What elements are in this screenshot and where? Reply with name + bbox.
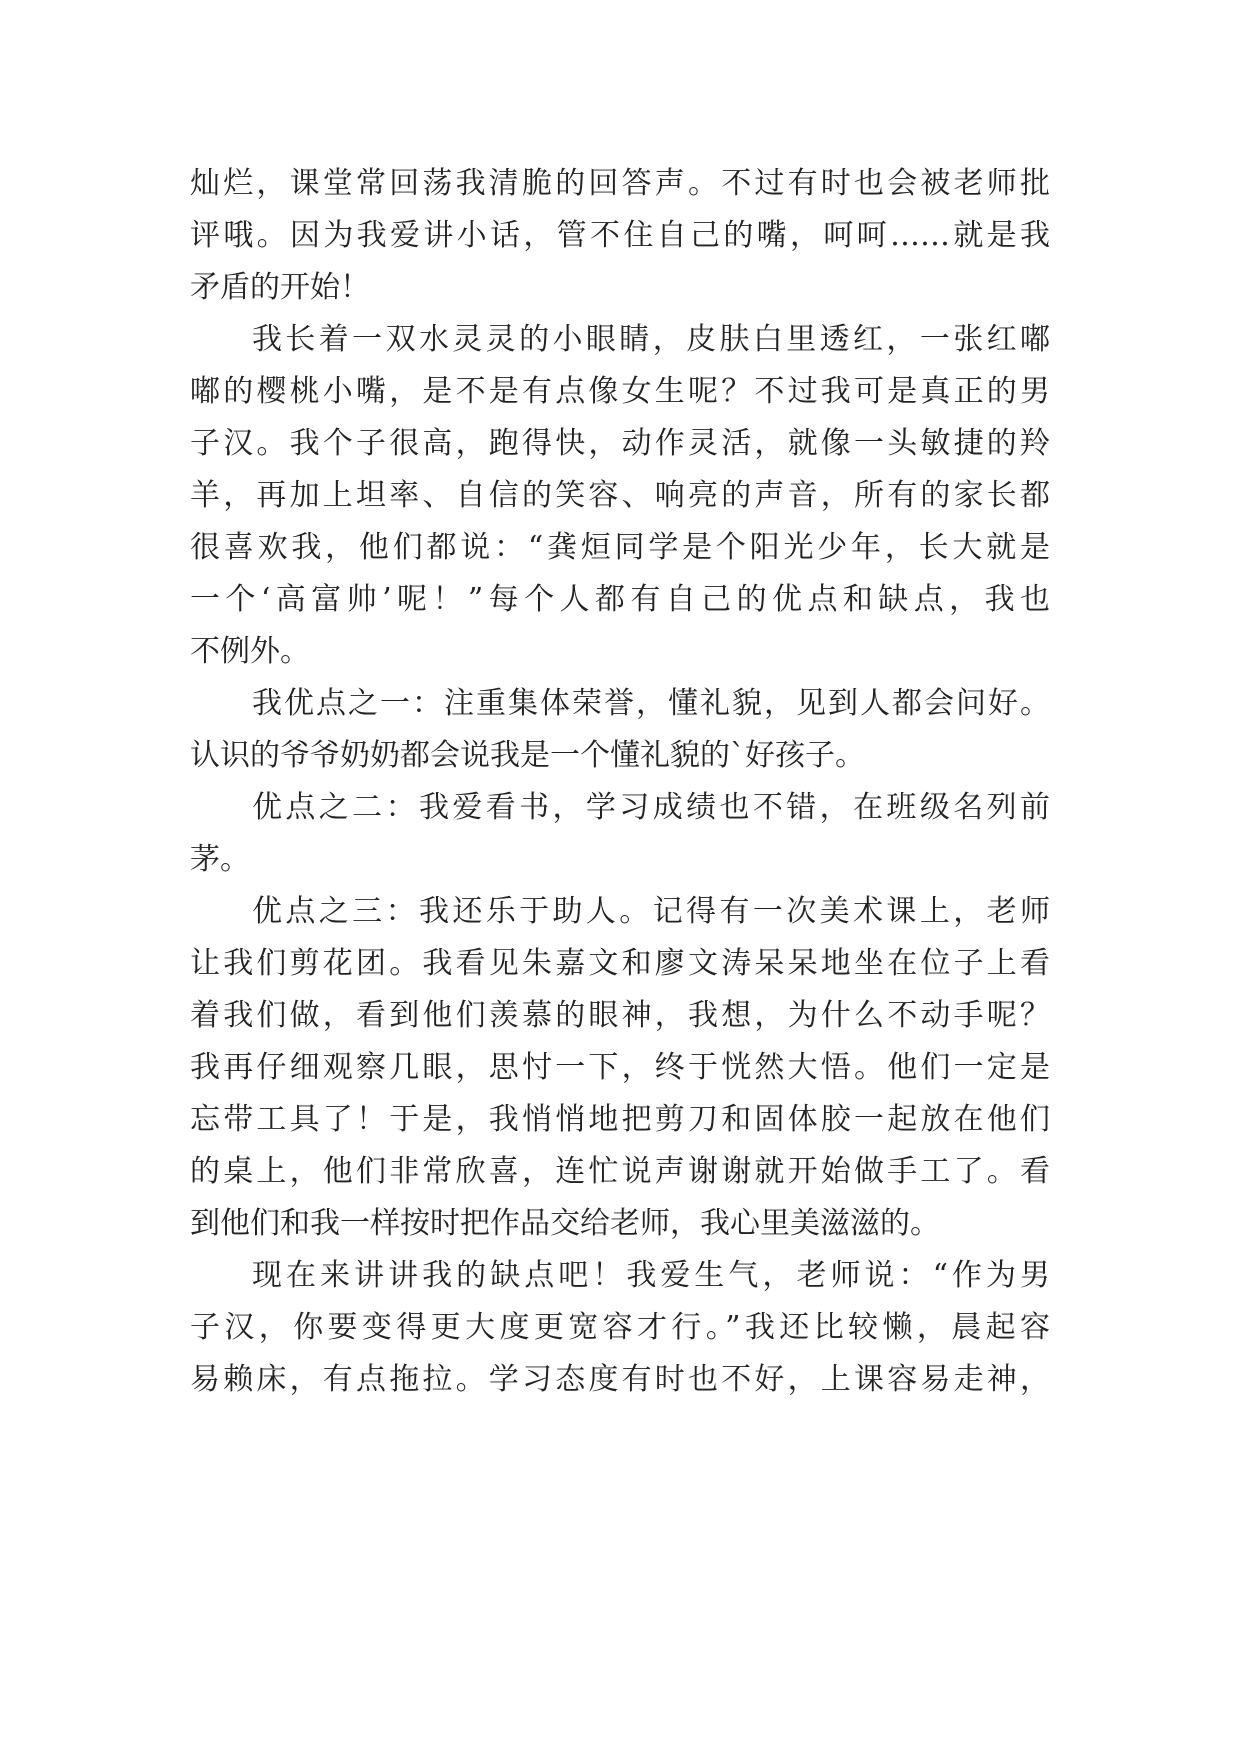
text-line: 子汉，你要变得更大度更宽容才行。”我还比较懒，晨起容 <box>190 1310 1050 1345</box>
text-line: 矛盾的开始！ <box>190 270 370 305</box>
paragraph-first-line: 优点之二：我爱看书，学习成绩也不错，在班级名列前 <box>252 790 1050 825</box>
text-line: 认识的爷爷奶奶都会说我是一个懂礼貌的`好孩子。 <box>190 738 865 773</box>
text-line: 的桌上，他们非常欣喜，连忙说声谢谢就开始做手工了。看 <box>190 1154 1050 1189</box>
text-line: 很喜欢我，他们都说：“龚烜同学是个阳光少年，长大就是 <box>190 530 1050 565</box>
text-line: 嘟的樱桃小嘴，是不是有点像女生呢？不过我可是真正的男 <box>190 374 1050 409</box>
text-line: 评哦。因为我爱讲小话，管不住自己的嘴，呵呵……就是我 <box>190 218 1050 253</box>
text-line: 着我们做，看到他们羡慕的眼神，我想，为什么不动手呢？ <box>190 998 1050 1033</box>
text-line: 易赖床，有点拖拉。学习态度有时也不好，上课容易走神， <box>190 1362 1050 1397</box>
paragraph-first-line: 我长着一双水灵灵的小眼睛，皮肤白里透红，一张红嘟 <box>252 322 1050 357</box>
text-line: 茅。 <box>190 842 250 877</box>
paragraph-first-line: 现在来讲讲我的缺点吧！我爱生气，老师说：“作为男 <box>252 1258 1050 1293</box>
text-line: 灿烂，课堂常回荡我清脆的回答声。不过有时也会被老师批 <box>190 166 1050 201</box>
paragraph-first-line: 我优点之一：注重集体荣誉，懂礼貌，见到人都会问好。 <box>252 686 1050 721</box>
text-line: 忘带工具了！于是，我悄悄地把剪刀和固体胶一起放在他们 <box>190 1102 1050 1137</box>
text-line: 子汉。我个子很高，跑得快，动作灵活，就像一头敏捷的羚 <box>190 426 1050 461</box>
text-line: 一个‘高富帅’呢！”每个人都有自己的优点和缺点，我也 <box>190 582 1050 617</box>
text-line: 到他们和我一样按时把作品交给老师，我心里美滋滋的。 <box>190 1206 940 1241</box>
text-line: 羊，再加上坦率、自信的笑容、响亮的声音，所有的家长都 <box>190 478 1050 513</box>
essay-text <box>190 158 1050 1406</box>
text-line: 让我们剪花团。我看见朱嘉文和廖文涛呆呆地坐在位子上看 <box>190 946 1050 981</box>
paragraph-first-line: 优点之三：我还乐于助人。记得有一次美术课上，老师 <box>252 894 1050 929</box>
text-line: 我再仔细观察几眼，思忖一下，终于恍然大悟。他们一定是 <box>190 1050 1050 1085</box>
text-line: 不例外。 <box>190 634 310 669</box>
